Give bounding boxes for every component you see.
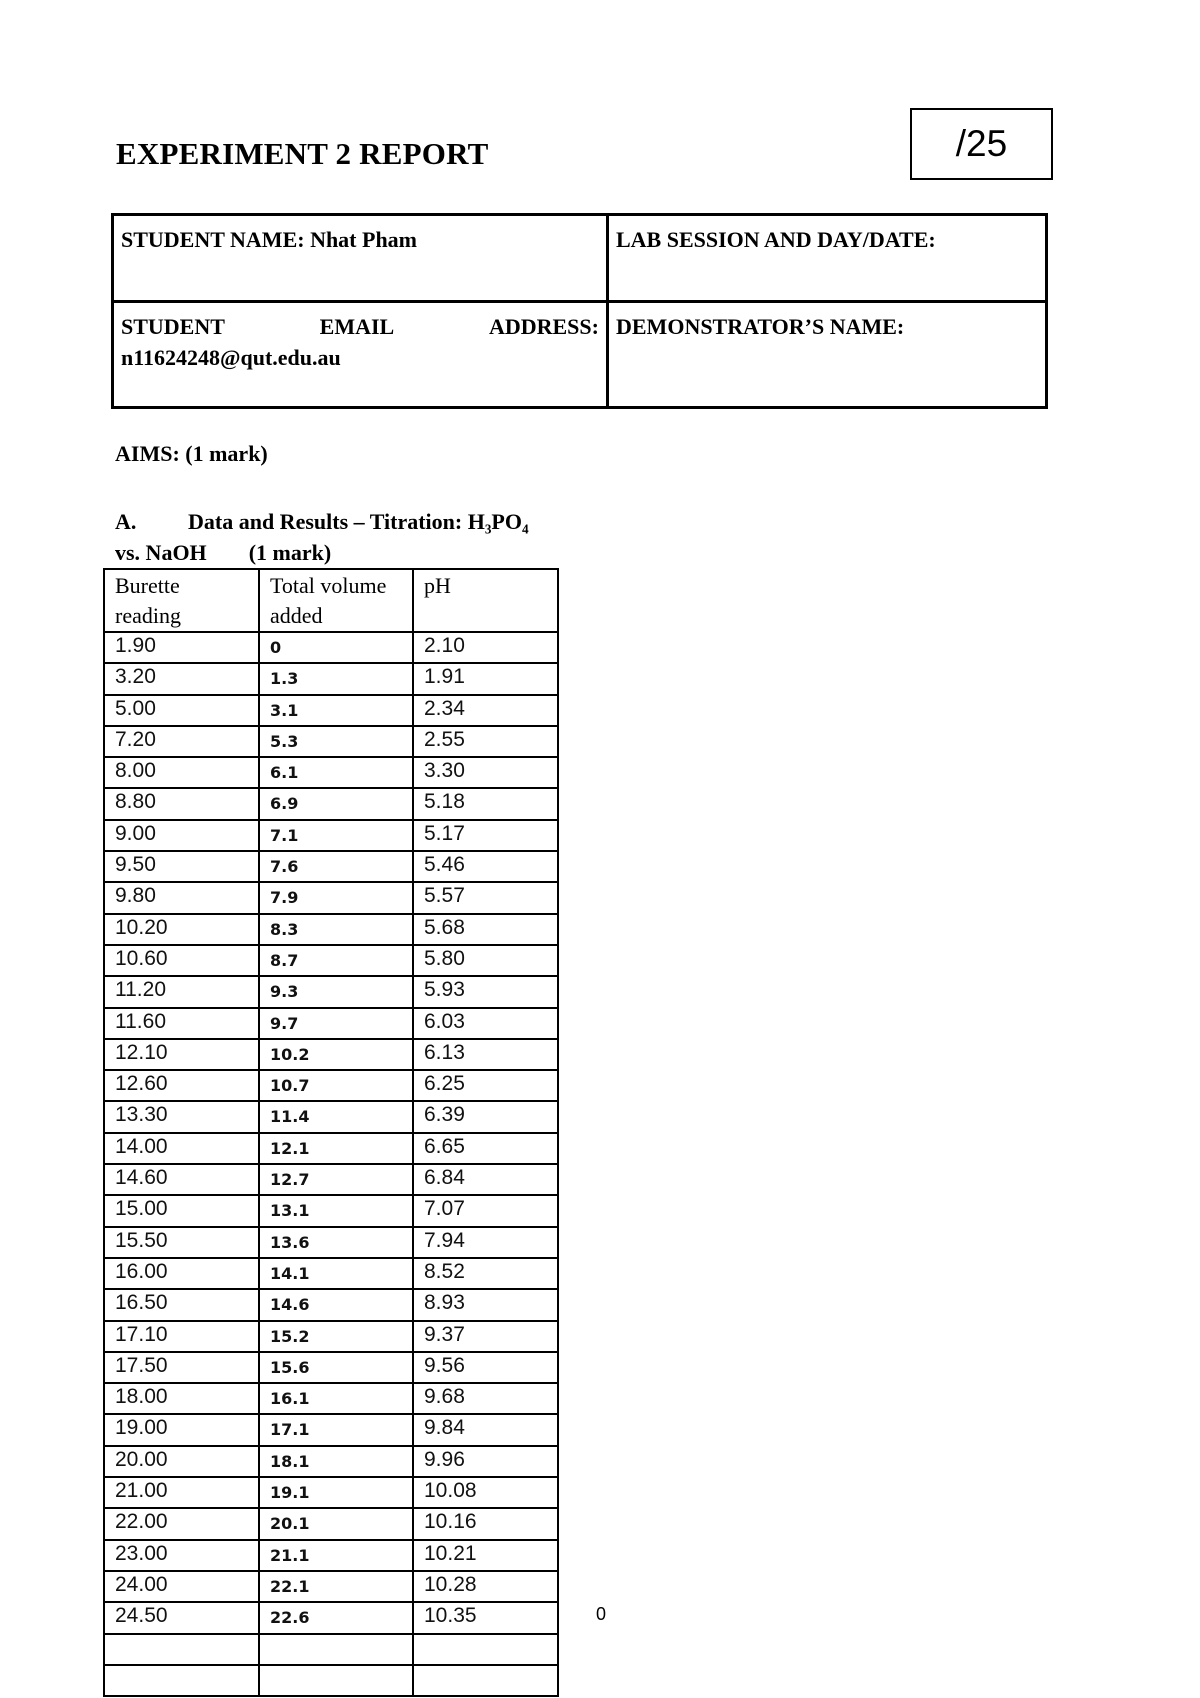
table-row <box>104 1446 558 1477</box>
table-row <box>104 1508 558 1539</box>
cell-burette-reading: 11.60 <box>104 1008 259 1039</box>
table-row <box>104 788 558 819</box>
cell-burette-reading: 10.20 <box>104 914 259 945</box>
cell-total-volume <box>259 1634 413 1665</box>
table-row <box>104 1164 558 1195</box>
aims-heading: AIMS: (1 mark) <box>115 441 268 466</box>
table-row <box>104 1101 558 1132</box>
table-row <box>104 1634 558 1665</box>
cell-ph: 2.10 <box>413 632 558 663</box>
table-row <box>104 1602 558 1633</box>
cell-total-volume: 14.1 <box>259 1258 413 1289</box>
cell-burette-reading: 11.20 <box>104 976 259 1007</box>
student-name-value: Nhat Pham <box>310 227 418 252</box>
cell-total-volume: 11.4 <box>259 1101 413 1132</box>
cell-burette-reading: 19.00 <box>104 1414 259 1445</box>
cell-total-volume: 9.3 <box>259 976 413 1007</box>
cell-ph: 10.21 <box>413 1540 558 1571</box>
table-body <box>104 632 558 1696</box>
cell-ph: 9.37 <box>413 1321 558 1352</box>
table-row <box>104 914 558 945</box>
email-label-row <box>121 311 599 342</box>
cell-burette-reading: 1.90 <box>104 632 259 663</box>
cell-ph: 9.96 <box>413 1446 558 1477</box>
cell-burette-reading: 22.00 <box>104 1508 259 1539</box>
table-row <box>104 757 558 788</box>
cell-ph: 5.18 <box>413 788 558 819</box>
cell-total-volume: 16.1 <box>259 1383 413 1414</box>
cell-burette-reading: 5.00 <box>104 695 259 726</box>
table-row <box>104 976 558 1007</box>
cell-ph: 9.56 <box>413 1352 558 1383</box>
cell-burette-reading: 15.00 <box>104 1195 259 1226</box>
section-letter: A. <box>115 509 137 534</box>
cell-ph: 10.35 <box>413 1602 558 1633</box>
email-label-student: STUDENT <box>121 314 225 339</box>
table-row <box>104 1133 558 1164</box>
cell-ph: 5.68 <box>413 914 558 945</box>
lab-session-label: LAB SESSION AND DAY/DATE: <box>616 227 936 252</box>
cell-ph: 6.25 <box>413 1070 558 1101</box>
table-row <box>104 851 558 882</box>
cell-ph: 5.46 <box>413 851 558 882</box>
cell-total-volume: 22.6 <box>259 1602 413 1633</box>
table-row <box>104 1289 558 1320</box>
cell-ph: 9.84 <box>413 1414 558 1445</box>
cell-burette-reading: 10.60 <box>104 945 259 976</box>
cell-burette-reading: 20.00 <box>104 1446 259 1477</box>
cell-ph: 6.84 <box>413 1164 558 1195</box>
cell-total-volume: 12.7 <box>259 1164 413 1195</box>
cell-total-volume: 12.1 <box>259 1133 413 1164</box>
table-row <box>104 1665 558 1696</box>
table-row <box>104 1258 558 1289</box>
cell-total-volume: 17.1 <box>259 1414 413 1445</box>
table-row <box>104 1195 558 1226</box>
cell-total-volume: 18.1 <box>259 1446 413 1477</box>
cell-ph <box>413 1665 558 1696</box>
lab-session-cell <box>609 216 1045 300</box>
cell-ph: 1.91 <box>413 663 558 694</box>
cell-total-volume: 14.6 <box>259 1289 413 1320</box>
cell-burette-reading: 14.00 <box>104 1133 259 1164</box>
table-row <box>104 1070 558 1101</box>
cell-ph: 5.93 <box>413 976 558 1007</box>
table-row <box>104 882 558 913</box>
cell-burette-reading: 24.00 <box>104 1571 259 1602</box>
table-row <box>104 1414 558 1445</box>
student-email-value: n11624248@qut.edu.au <box>121 345 341 370</box>
page-title: EXPERIMENT 2 REPORT <box>116 136 489 171</box>
header-ph: pH <box>413 569 558 632</box>
table-row <box>104 1008 558 1039</box>
cell-ph: 6.03 <box>413 1008 558 1039</box>
cell-burette-reading: 12.10 <box>104 1039 259 1070</box>
header-burette-reading: Burette reading <box>104 569 259 632</box>
cell-total-volume: 3.1 <box>259 695 413 726</box>
table-row <box>104 726 558 757</box>
cell-burette-reading: 9.00 <box>104 820 259 851</box>
cell-ph: 7.94 <box>413 1227 558 1258</box>
table-row <box>104 1540 558 1571</box>
cell-total-volume: 1.3 <box>259 663 413 694</box>
cell-total-volume: 21.1 <box>259 1540 413 1571</box>
cell-ph: 9.68 <box>413 1383 558 1414</box>
cell-total-volume: 0 <box>259 632 413 663</box>
cell-total-volume: 22.1 <box>259 1571 413 1602</box>
cell-ph: 10.28 <box>413 1571 558 1602</box>
section-marks: (1 mark) <box>248 540 332 565</box>
student-name-label: STUDENT NAME: <box>121 227 305 252</box>
cell-burette-reading: 17.50 <box>104 1352 259 1383</box>
cell-total-volume: 10.7 <box>259 1070 413 1101</box>
student-name-cell <box>114 216 606 300</box>
cell-burette-reading: 21.00 <box>104 1477 259 1508</box>
email-label-email: EMAIL <box>319 314 395 339</box>
cell-ph: 6.39 <box>413 1101 558 1132</box>
section-title-line2: vs. NaOH <box>115 540 207 565</box>
cell-ph: 3.30 <box>413 757 558 788</box>
cell-ph: 2.34 <box>413 695 558 726</box>
section-title: Data and Results – Titration: H₃PO₄ <box>188 509 529 534</box>
table-row <box>104 820 558 851</box>
cell-burette-reading: 9.80 <box>104 882 259 913</box>
cell-total-volume: 8.7 <box>259 945 413 976</box>
table-row <box>104 1352 558 1383</box>
cell-burette-reading: 15.50 <box>104 1227 259 1258</box>
cell-burette-reading: 13.30 <box>104 1101 259 1132</box>
cell-ph: 5.17 <box>413 820 558 851</box>
cell-ph: 10.08 <box>413 1477 558 1508</box>
cell-ph: 6.65 <box>413 1133 558 1164</box>
header-total-volume: Total volume added <box>259 569 413 632</box>
table-row <box>104 1227 558 1258</box>
cell-burette-reading: 7.20 <box>104 726 259 757</box>
student-email-cell <box>114 303 606 406</box>
cell-burette-reading: 14.60 <box>104 1164 259 1195</box>
table-row <box>104 1321 558 1352</box>
cell-burette-reading <box>104 1634 259 1665</box>
cell-ph: 5.57 <box>413 882 558 913</box>
cell-burette-reading: 12.60 <box>104 1070 259 1101</box>
table-row <box>104 663 558 694</box>
cell-total-volume: 7.1 <box>259 820 413 851</box>
score-box: /25 <box>910 108 1053 180</box>
cell-total-volume: 7.6 <box>259 851 413 882</box>
cell-total-volume: 15.6 <box>259 1352 413 1383</box>
cell-total-volume: 9.7 <box>259 1008 413 1039</box>
cell-ph: 2.55 <box>413 726 558 757</box>
cell-ph: 10.16 <box>413 1508 558 1539</box>
cell-total-volume: 5.3 <box>259 726 413 757</box>
email-label-address: ADDRESS: <box>488 314 599 339</box>
cell-burette-reading <box>104 1665 259 1696</box>
cell-total-volume: 19.1 <box>259 1477 413 1508</box>
cell-total-volume: 6.9 <box>259 788 413 819</box>
cell-total-volume: 6.1 <box>259 757 413 788</box>
table-row <box>104 1039 558 1070</box>
demonstrator-cell <box>609 303 1045 406</box>
cell-ph: 5.80 <box>413 945 558 976</box>
cell-total-volume: 10.2 <box>259 1039 413 1070</box>
cell-ph: 8.52 <box>413 1258 558 1289</box>
cell-ph: 8.93 <box>413 1289 558 1320</box>
cell-burette-reading: 24.50 <box>104 1602 259 1633</box>
page-number: 0 <box>596 1604 607 1624</box>
cell-burette-reading: 16.00 <box>104 1258 259 1289</box>
cell-ph: 6.13 <box>413 1039 558 1070</box>
titration-data-table <box>103 568 559 1697</box>
table-header-row <box>104 569 558 632</box>
cell-burette-reading: 18.00 <box>104 1383 259 1414</box>
section-a-heading <box>115 506 529 568</box>
cell-total-volume: 20.1 <box>259 1508 413 1539</box>
table-row <box>104 1477 558 1508</box>
cell-burette-reading: 23.00 <box>104 1540 259 1571</box>
cell-burette-reading: 16.50 <box>104 1289 259 1320</box>
cell-burette-reading: 3.20 <box>104 663 259 694</box>
table-row <box>104 695 558 726</box>
student-info-table <box>111 213 1048 409</box>
cell-burette-reading: 17.10 <box>104 1321 259 1352</box>
cell-total-volume <box>259 1665 413 1696</box>
cell-total-volume: 13.6 <box>259 1227 413 1258</box>
cell-burette-reading: 8.80 <box>104 788 259 819</box>
cell-total-volume: 13.1 <box>259 1195 413 1226</box>
cell-ph: 7.07 <box>413 1195 558 1226</box>
demonstrator-label: DEMONSTRATOR’S NAME: <box>616 314 905 339</box>
cell-ph <box>413 1634 558 1665</box>
cell-total-volume: 15.2 <box>259 1321 413 1352</box>
cell-total-volume: 8.3 <box>259 914 413 945</box>
cell-burette-reading: 9.50 <box>104 851 259 882</box>
table-row <box>104 632 558 663</box>
cell-total-volume: 7.9 <box>259 882 413 913</box>
table-row <box>104 1571 558 1602</box>
cell-burette-reading: 8.00 <box>104 757 259 788</box>
table-row <box>104 1383 558 1414</box>
table-row <box>104 945 558 976</box>
